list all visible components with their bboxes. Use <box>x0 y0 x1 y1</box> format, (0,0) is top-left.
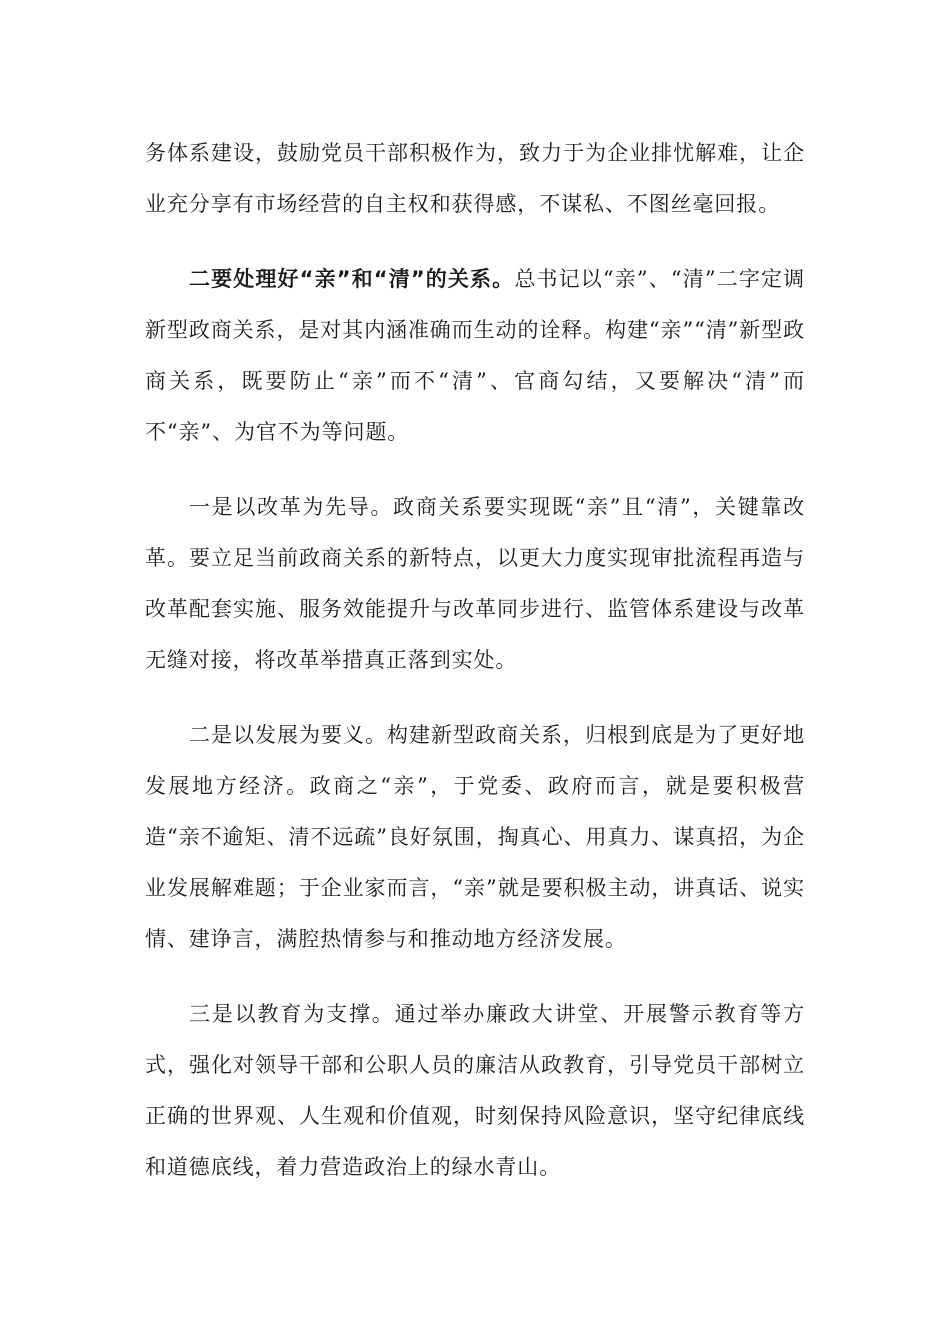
paragraph-point-three <box>145 989 805 1193</box>
paragraph-text: 务体系建设，鼓励党员干部积极作为，致力于为企业排忧解难，让企业充分享有市场经营的自主权和获得感，不谋私、不图丝毫回报。 <box>145 141 805 216</box>
paragraph-text: 一是以改革为先导。政商关系要实现既“亲”且“清”，关键靠改革。要立足当前政商关系的新特点，以更大力度实现审批流程再造与改革配套实施、服务效能提升与改革同步进行、监管体系建设与改革无缝对接，将改革举措真正落到实处。 <box>145 495 805 672</box>
paragraph-section-two <box>145 254 805 458</box>
paragraph-text: 二是以发展为要义。构建新型政商关系，归根到底是为了更好地发展地方经济。政商之“亲”，于党委、政府而言，就是要积极营造“亲不逾矩、清不远疏”良好氛围，掏真心、用真力、谋真招，为企业发展解难题；于企业家而言，“亲”就是要积极主动，讲真话、说实情、建诤言，满腔热情参与和推动地方经济发展。 <box>145 723 805 951</box>
paragraph-point-two <box>145 710 805 965</box>
paragraph-text: 三是以教育为支撑。通过举办廉政大讲堂、开展警示教育等方式，强化对领导干部和公职人员的廉洁从政教育，引导党员干部树立正确的世界观、人生观和价值观，时刻保持风险意识，坚守纪律底线和道德底线，着力营造政治上的绿水青山。 <box>145 1002 805 1179</box>
paragraph-point-one <box>145 482 805 686</box>
paragraph-continuation <box>145 128 805 230</box>
document-page <box>145 128 805 1217</box>
paragraph-text: 总书记以“亲”、“清”二字定调新型政商关系，是对其内涵准确而生动的诠释。构建“亲”“清”新型政商关系，既要防止“亲”而不“清”、官商勾结，又要解决“清”而不“亲”、为官不为等问题。 <box>145 267 805 444</box>
section-heading: 二要处理好“亲”和“清”的关系。 <box>189 267 515 291</box>
